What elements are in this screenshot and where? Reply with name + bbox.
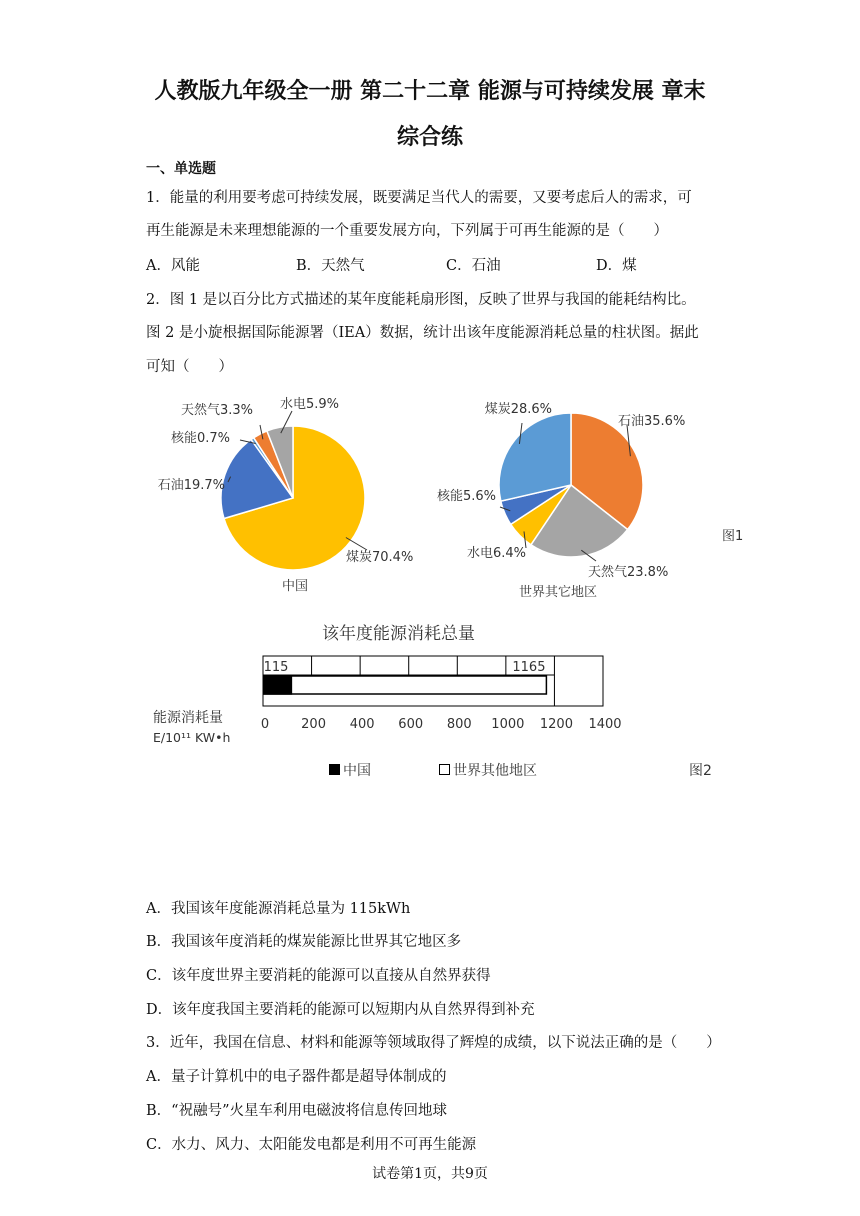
figure1-label: 图1 [722, 529, 744, 544]
bar-chart-yunit: E/10¹¹ KW•h [153, 730, 231, 745]
bar-chart-tick-label: 0 [260, 717, 270, 732]
bar-data-label: 1165 [512, 660, 546, 675]
world-pie-title: 世界其它地区 [518, 585, 598, 600]
world-pie-slice-label: 水电6.4% [466, 546, 526, 561]
q1-text-line2: 再生能源是未来理想能源的一个重要发展方向，下列属于可再生能源的是（ ） [146, 223, 668, 239]
legend-china-swatch [329, 764, 340, 775]
legend-china-label: 中国 [343, 763, 371, 779]
bar-chart-tick-label: 400 [349, 717, 375, 732]
china-pie-slice-label: 水电5.9% [280, 397, 340, 412]
bar-data-label: 115 [263, 660, 289, 675]
document-title-line2: 综合练 [396, 125, 463, 150]
page-footer: 试卷第1页，共9页 [372, 1166, 488, 1182]
bar-chart-ylabel: 能源消耗量 [153, 710, 223, 726]
china-pie-slice-label: 石油19.7% [157, 478, 225, 493]
world-pie-slice-煤炭 [499, 413, 571, 501]
figure2-label: 图2 [689, 763, 712, 779]
q2-option-a: A．我国该年度能源消耗总量为 115kWh [146, 901, 411, 917]
q3-text-line1: 3．近年，我国在信息、材料和能源等领域取得了辉煌的成绩，以下说法正确的是（ ） [146, 1035, 721, 1051]
q2-option-b: B．我国该年度消耗的煤炭能源比世界其它地区多 [146, 934, 462, 950]
world-pie-slice-label: 石油35.6% [618, 414, 686, 429]
bar-chart-title: 该年度能源消耗总量 [322, 624, 475, 644]
bar-chart-tick-label: 800 [446, 717, 472, 732]
china-pie-slice-label: 煤炭70.4% [346, 550, 414, 565]
section-heading: 一、单选题 [146, 161, 216, 177]
q1-option-b: B．天然气 [296, 258, 365, 274]
q3-option-c: C．水力、风力、太阳能发电都是利用不可再生能源 [146, 1137, 477, 1153]
q2-text-line3: 可知（ ） [146, 359, 233, 375]
q2-text-line2: 图 2 是小旋根据国际能源署（IEA）数据，统计出该年度能源消耗总量的柱状图。据此 [146, 325, 699, 341]
q2-option-c: C．该年度世界主要消耗的能源可以直接从自然界获得 [146, 968, 491, 984]
legend-world-label: 世界其他地区 [453, 763, 537, 779]
q2-option-d: D．该年度我国主要消耗的能源可以短期内从自然界得到补充 [146, 1002, 535, 1018]
figure2-bar-chart [140, 650, 760, 790]
bar-chart-tick-label: 1000 [491, 717, 525, 732]
figure1-pie-charts [130, 385, 770, 610]
legend-world-swatch [440, 765, 450, 775]
bar-世界其他地区 [264, 676, 547, 694]
china-pie-slice-label: 核能0.7% [170, 431, 230, 446]
q3-option-a: A．量子计算机中的电子器件都是超导体制成的 [146, 1069, 447, 1085]
q1-option-d: D．煤 [596, 258, 637, 274]
china-pie-title: 中国 [281, 579, 309, 594]
q1-option-c: C．石油 [446, 258, 501, 274]
world-pie-slice-label: 天然气23.8% [588, 565, 669, 580]
bar-中国 [264, 676, 292, 694]
q1-option-a: A．风能 [146, 258, 200, 274]
q3-option-b: B．“祝融号”火星车利用电磁波将信息传回地球 [146, 1103, 447, 1119]
bar-chart-tick-label: 1200 [539, 717, 573, 732]
bar-chart-tick-label: 600 [398, 717, 424, 732]
world-pie-slice-label: 煤炭28.6% [484, 402, 552, 417]
bar-chart-tick-label: 200 [301, 717, 326, 732]
q2-text-line1: 2．图 1 是以百分比方式描述的某年度能耗扇形图，反映了世界与我国的能耗结构比。 [146, 292, 696, 308]
document-title-line1: 人教版九年级全一册 第二十二章 能源与可持续发展 章末 [154, 79, 706, 104]
world-pie-slice-label: 核能5.6% [436, 489, 496, 504]
china-pie [221, 426, 365, 570]
china-pie-slice-label: 天然气3.3% [180, 403, 253, 418]
bar-chart-tick-label: 1400 [588, 717, 622, 732]
q1-text-line1: 1．能量的利用要考虑可持续发展，既要满足当代人的需要，又要考虑后人的需求，可 [146, 190, 692, 206]
